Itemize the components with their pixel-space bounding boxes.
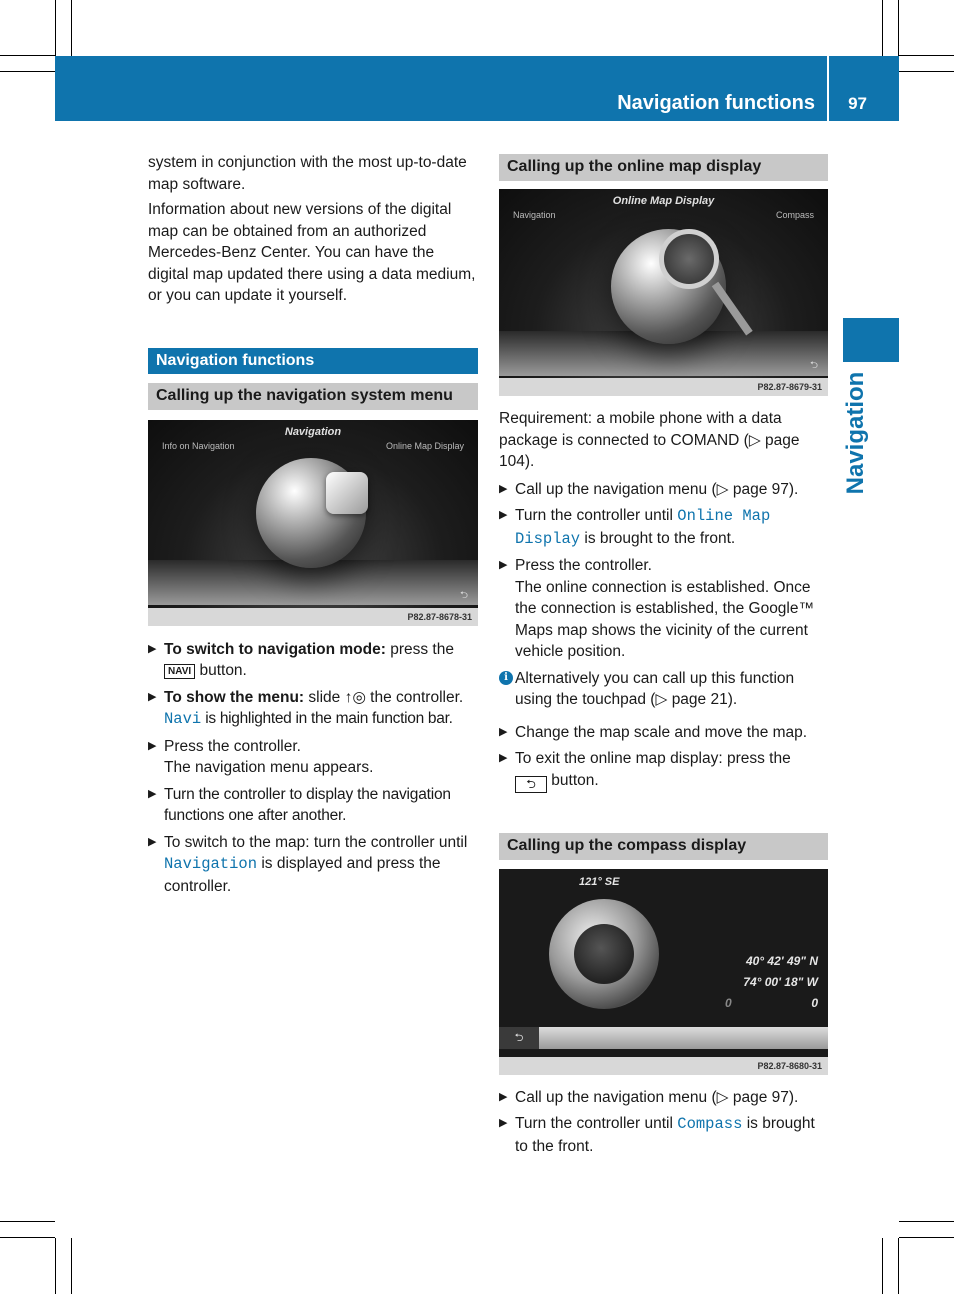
bullet-arrow-icon: ▶	[148, 739, 157, 752]
section-heading: Navigation functions	[148, 348, 478, 374]
crop-mark	[55, 0, 56, 56]
compass-heading: 121° SE	[579, 875, 620, 888]
bullet-arrow-icon: ▶	[499, 559, 508, 571]
latitude-readout: 40° 42' 49" N	[745, 953, 818, 968]
display-code: Online Map Display	[515, 507, 771, 548]
list-item: ▶ To exit the online map display: press the ⮌ button.	[499, 750, 791, 791]
info-note: i Alternatively you can call up this function using the touchpad (▷ page 21).	[499, 668, 828, 711]
crop-mark	[882, 0, 883, 56]
figure-code: P82.87-8680-31	[757, 1060, 822, 1071]
screen-title: Online Map Display	[612, 195, 715, 207]
bullet-arrow-icon: ▶	[499, 1090, 508, 1103]
crop-mark	[899, 55, 954, 56]
left-column	[148, 152, 478, 902]
bullet-arrow-icon: ▶	[499, 1117, 508, 1129]
back-icon: ⮌	[809, 360, 818, 371]
crop-mark	[882, 1238, 883, 1294]
navigation-menu-screenshot	[148, 420, 478, 626]
list-item: ▶ Turn the controller to display the navigation functions one after another.	[148, 785, 451, 824]
magnifier-icon	[659, 229, 719, 289]
list-item: ▶ Turn the controller until Online Map Display is brought to the front.	[499, 507, 771, 548]
list-item: ▶ To show the menu: slide ↑◎ the controller. Navi is highlighted in the main function bar.	[148, 688, 464, 728]
screen-left-label: Info on Navigation	[162, 440, 235, 451]
back-icon: ⮌	[459, 589, 468, 601]
display-code: Navi	[164, 710, 202, 728]
screen-right-label: Online Map Display	[385, 440, 464, 451]
compass-icon	[549, 899, 659, 1009]
header-divider	[827, 56, 829, 121]
display-code: Compass	[677, 1115, 743, 1133]
list-item: ▶ Call up the navigation menu (▷ page 97).	[499, 479, 828, 501]
navi-key-icon: NAVI	[164, 664, 195, 679]
crop-mark	[0, 71, 55, 72]
screen-right-label: Compass	[775, 210, 814, 220]
bullet-arrow-icon: ▶	[148, 835, 157, 848]
right-column	[499, 154, 828, 1162]
figure-code: P82.87-8678-31	[407, 611, 472, 622]
bullet-arrow-icon: ▶	[499, 752, 508, 764]
crop-mark	[898, 1238, 899, 1294]
list-item: ▶ Turn the controller until Compass is brought to the front.	[499, 1115, 815, 1155]
longitude-readout: 74° 00' 18" W	[743, 974, 818, 989]
altitude-left: 0	[725, 995, 732, 1010]
compass-status-bar	[499, 1027, 828, 1049]
list-item: ▶ To switch to navigation mode: press the NAVI button.	[148, 640, 454, 679]
crop-mark	[0, 1237, 55, 1238]
bullet-arrow-icon: ▶	[148, 787, 157, 800]
back-icon: ⮌	[499, 1027, 539, 1049]
compass-needle-area	[574, 924, 634, 984]
list-item: ▶ Press the controller. The online connection is established. Once the connection is established, the Google™ Maps map shows the vicinity of the current vehicle position.	[499, 557, 814, 660]
page-number: 97	[848, 94, 867, 113]
subsection-heading: Calling up the navigation system menu	[148, 383, 478, 410]
screen-left-label: Navigation	[513, 210, 556, 220]
crop-mark	[55, 1238, 56, 1294]
screen-title: Navigation	[284, 425, 342, 438]
step-list	[499, 722, 828, 793]
figure-code: P82.87-8679-31	[757, 382, 822, 392]
online-map-screenshot	[499, 189, 828, 396]
list-item: ▶ Change the map scale and move the map.	[499, 722, 828, 744]
display-code: Navigation	[164, 855, 258, 873]
crop-mark	[0, 1221, 55, 1222]
crop-mark	[0, 55, 55, 56]
info-icon: i	[499, 671, 513, 685]
crop-mark	[899, 1237, 954, 1238]
page-title: Navigation functions	[617, 92, 815, 114]
crop-mark	[899, 71, 954, 72]
step-list	[499, 479, 828, 663]
requirement-text: Requirement: a mobile phone with a data package is connected to COMAND (▷ page 104).	[499, 410, 800, 470]
subsection-heading: Calling up the compass display	[499, 833, 828, 860]
page-header	[55, 56, 899, 121]
bullet-arrow-icon: ▶	[499, 509, 508, 521]
step-list	[499, 1087, 828, 1158]
side-tab-marker	[843, 318, 899, 362]
step-list	[148, 639, 478, 898]
navigation-logo-icon	[326, 472, 368, 514]
crop-mark	[71, 1238, 72, 1294]
bullet-arrow-icon: ▶	[499, 725, 508, 738]
compass-screenshot	[499, 869, 828, 1075]
bullet-arrow-icon: ▶	[499, 482, 508, 495]
bullet-arrow-icon: ▶	[148, 690, 157, 703]
altitude-right: 0	[811, 995, 818, 1010]
crop-mark	[899, 1221, 954, 1222]
subsection-heading: Calling up the online map display	[499, 154, 828, 181]
crop-mark	[898, 0, 899, 56]
list-item: ▶ To switch to the map: turn the controller until Navigation is displayed and press the controller.	[148, 833, 468, 895]
side-tab-label: Navigation	[842, 371, 869, 495]
bullet-arrow-icon: ▶	[148, 642, 157, 655]
crop-mark	[71, 0, 72, 56]
back-button-icon: ⮌	[515, 776, 547, 793]
intro-paragraph: system in conjunction with the most up-to-date map software.	[148, 154, 467, 193]
intro-paragraph: Information about new versions of the digital map can be obtained from an authorized Mercedes-Benz Center. You can have the digital map updated there using a data medium, or you can update it yourself.	[148, 201, 476, 304]
list-item: ▶ Press the controller. The navigation menu appears.	[148, 737, 374, 776]
list-item: ▶ Call up the navigation menu (▷ page 97).	[499, 1087, 828, 1109]
